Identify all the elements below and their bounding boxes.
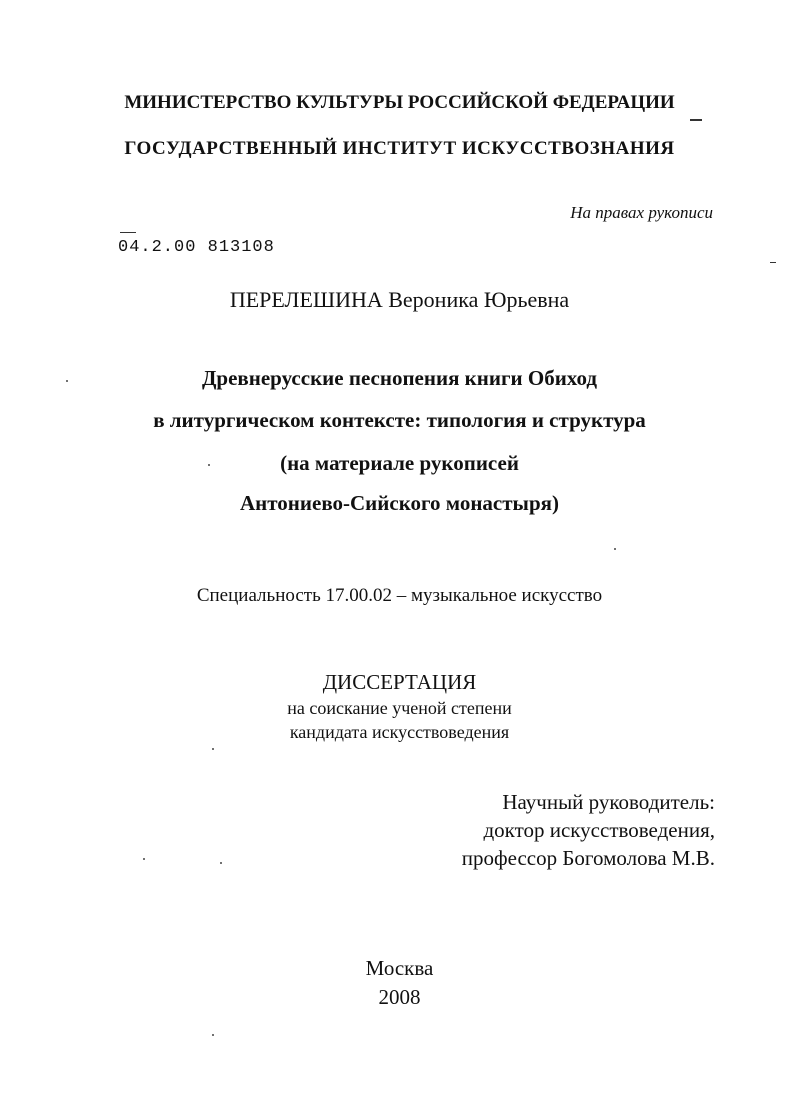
scan-speck xyxy=(220,862,222,864)
institute-header: ГОСУДАРСТВЕННЫЙ ИНСТИТУТ ИСКУССТВОЗНАНИЯ xyxy=(124,138,675,159)
title-line-2: в литургическом контексте: типология и структура xyxy=(153,408,646,432)
scan-mark xyxy=(770,262,776,263)
dissertation-label: ДИССЕРТАЦИЯ xyxy=(322,670,477,694)
scan-speck xyxy=(66,380,68,382)
scan-speck xyxy=(212,1034,214,1036)
scan-speck xyxy=(143,858,145,860)
supervisor-role: Научный руководитель: xyxy=(502,790,715,814)
title-line-1: Древнерусские песнопения книги Обиход xyxy=(201,366,598,390)
scan-mark xyxy=(690,119,702,121)
scan-speck xyxy=(212,748,214,750)
year: 2008 xyxy=(378,985,421,1009)
registration-stamp: 04.2.00 813108 xyxy=(118,238,275,257)
specialty: Специальность 17.00.02 – музыкальное искусство xyxy=(196,585,603,606)
author-name: ПЕРЕЛЕШИНА Вероника Юрьевна xyxy=(229,287,570,312)
rights-note: На правах рукописи xyxy=(570,203,713,222)
scan-speck xyxy=(614,548,616,550)
degree-line-2: кандидата искусствоведения xyxy=(289,722,510,742)
city: Москва xyxy=(365,956,434,980)
ministry-header: МИНИСТЕРСТВО КУЛЬТУРЫ РОССИЙСКОЙ ФЕДЕРАЦИИ xyxy=(124,92,675,113)
title-line-3: (на материале рукописей xyxy=(280,451,519,475)
title-line-4: Антониево-Сийского монастыря) xyxy=(240,491,559,515)
supervisor-degree: доктор искусствоведения, xyxy=(483,818,715,842)
supervisor-name: профессор Богомолова М.В. xyxy=(461,846,715,870)
scan-speck xyxy=(208,464,210,466)
scan-mark xyxy=(120,232,136,233)
degree-line-1: на соискание ученой степени xyxy=(287,698,512,718)
